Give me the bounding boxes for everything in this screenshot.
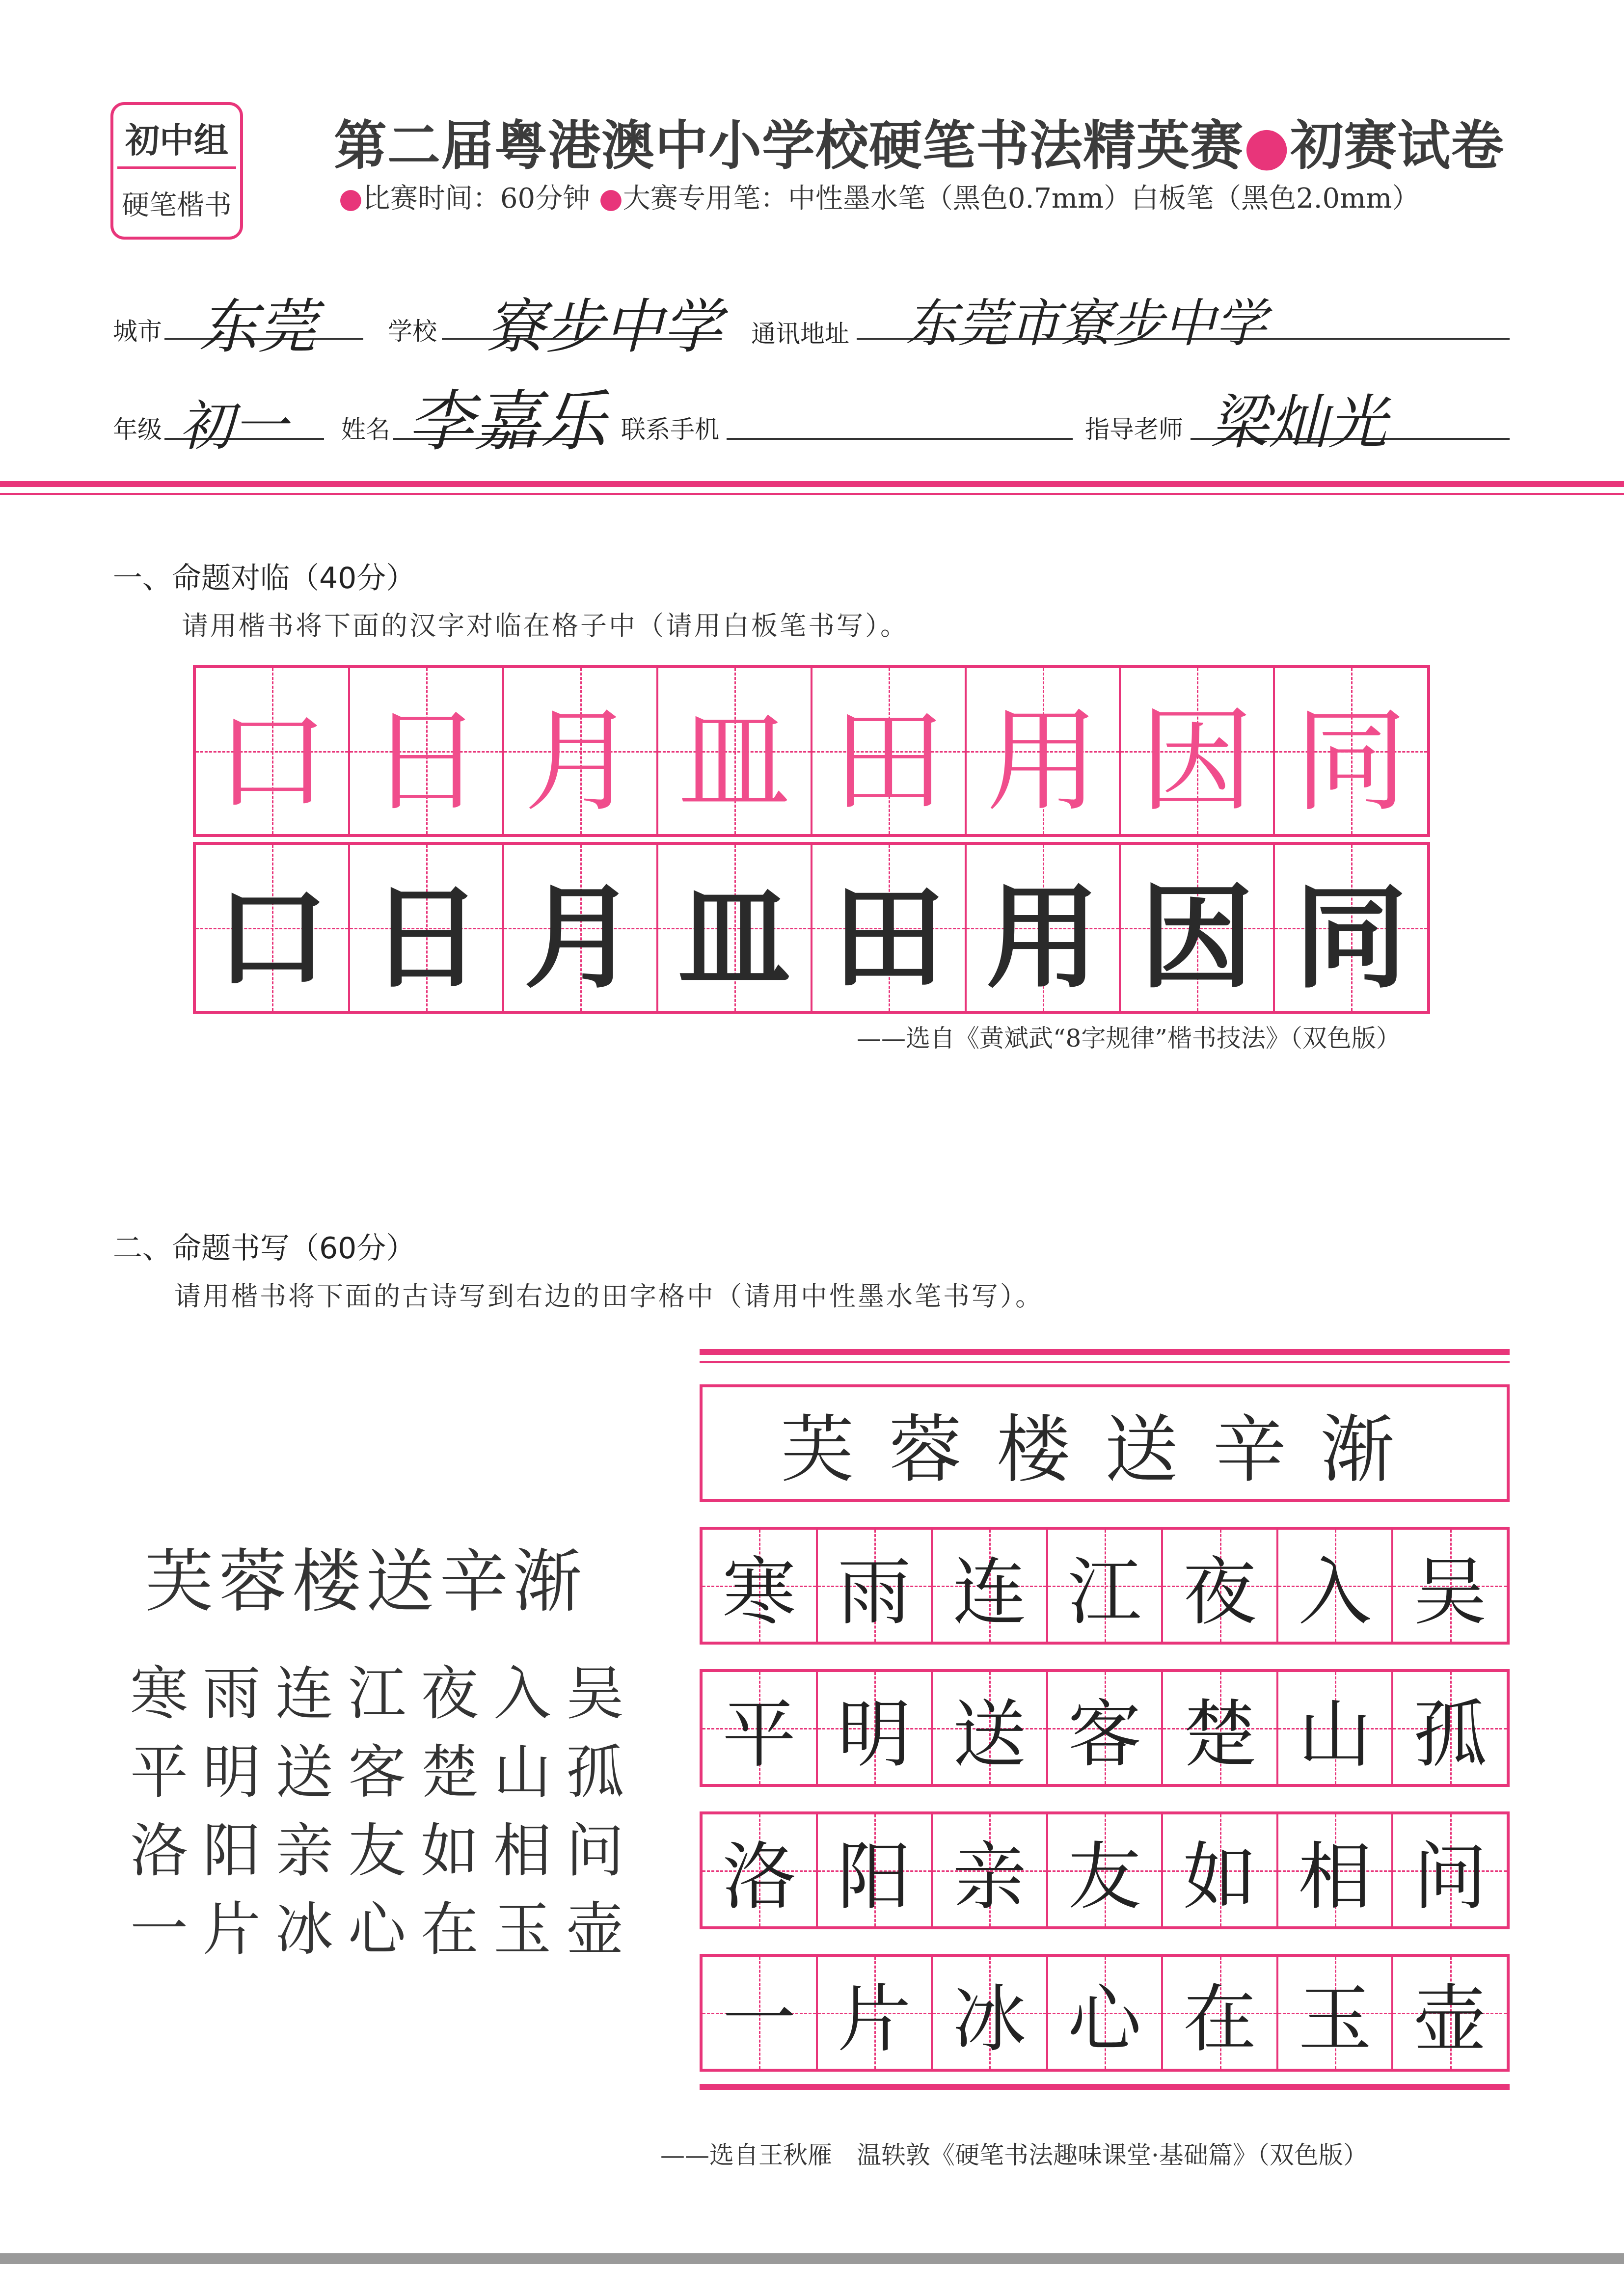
written-char: 皿: [677, 872, 791, 1004]
teacher-value: 梁灿光: [1210, 389, 1387, 457]
badge-divider: [117, 166, 236, 169]
section1-instruction: 请用楷书将下面的汉字对临在格子中（请用白板笔书写）。: [182, 610, 909, 641]
title-main: 第二届粤港澳中小学校硬笔书法精英赛: [334, 115, 1244, 177]
grade-label: 年级: [113, 415, 162, 444]
writing-cell[interactable]: [1048, 1672, 1164, 1784]
copy-cell[interactable]: [658, 845, 812, 1011]
written-char: 孤: [1413, 1692, 1487, 1778]
section1-heading: 一、命题对临（40分）: [113, 561, 416, 595]
writing-cell[interactable]: [933, 1814, 1048, 1926]
title-dot-icon: ●: [1244, 115, 1291, 177]
written-char: 江: [1068, 1550, 1142, 1635]
page-title: [334, 103, 1522, 179]
written-char: 山: [1298, 1692, 1372, 1778]
writing-cell[interactable]: [703, 1530, 818, 1642]
model-cell: [196, 668, 350, 834]
written-char: 洛: [722, 1835, 796, 1920]
written-char: 寒: [722, 1550, 796, 1635]
writing-cell[interactable]: [818, 1530, 933, 1642]
competition-info: [339, 177, 1517, 216]
city-field[interactable]: [164, 293, 363, 361]
written-char: 同: [1294, 872, 1407, 1004]
school-label: 学校: [388, 317, 437, 346]
written-char: 片: [837, 1977, 911, 2062]
written-char: 因: [1140, 872, 1253, 1004]
written-char: 阳: [837, 1835, 911, 1920]
model-char: 口: [215, 696, 328, 827]
model-cell: [350, 668, 504, 834]
model-char: 月: [523, 696, 637, 827]
written-char: 问: [1413, 1835, 1487, 1920]
written-char: 平: [722, 1692, 796, 1778]
writing-cell[interactable]: [1048, 1814, 1164, 1926]
written-title-box[interactable]: [700, 1384, 1510, 1502]
writing-cell[interactable]: [818, 1672, 933, 1784]
written-char: 明: [837, 1692, 911, 1778]
written-char: 送: [952, 1692, 1027, 1778]
header-divider-thin: [0, 493, 1624, 495]
poem-line: 平明送客楚山孤: [130, 1738, 639, 1806]
copy-char-grid[interactable]: [193, 842, 1430, 1014]
written-char: 友: [1068, 1835, 1142, 1920]
copy-cell[interactable]: [196, 845, 350, 1011]
writing-cell[interactable]: [1278, 1530, 1394, 1642]
writing-cell[interactable]: [818, 1957, 933, 2069]
phone-field[interactable]: [727, 393, 1073, 440]
scan-bottom-edge: [0, 2253, 1624, 2264]
school-value: 寮步中学: [486, 293, 722, 361]
written-char: 玉: [1298, 1977, 1372, 2062]
model-char-grid: [193, 665, 1430, 837]
copy-cell[interactable]: [504, 845, 658, 1011]
written-char: 用: [986, 872, 1099, 1004]
header-divider-thick: [0, 481, 1624, 487]
teacher-label: 指导老师: [1085, 415, 1183, 444]
pen-info: 大赛专用笔：中性墨水笔（黑色0.7mm）白板笔（黑色2.0mm）: [623, 183, 1420, 215]
model-cell: [967, 668, 1121, 834]
city-value: 东莞: [199, 293, 317, 361]
written-char: 楚: [1183, 1692, 1257, 1778]
writing-cell[interactable]: [933, 1957, 1048, 2069]
written-char: 雨: [837, 1550, 911, 1635]
copy-cell[interactable]: [967, 845, 1121, 1011]
writing-cell[interactable]: [1278, 1957, 1394, 2069]
copy-cell[interactable]: [1121, 845, 1275, 1011]
name-value: 李嘉乐: [407, 383, 606, 460]
grade-field[interactable]: [164, 393, 324, 458]
model-cell: [504, 668, 658, 834]
model-char: 因: [1140, 696, 1253, 827]
model-char: 用: [986, 696, 1099, 827]
title-suffix: 初赛试卷: [1290, 115, 1505, 177]
copy-cell[interactable]: [350, 845, 504, 1011]
writing-cell[interactable]: [703, 1814, 818, 1926]
model-char: 皿: [677, 696, 791, 827]
poem-line: 寒雨连江夜入吴: [130, 1660, 639, 1728]
writing-cell[interactable]: [1393, 1672, 1507, 1784]
school-field[interactable]: [442, 293, 722, 361]
address-field[interactable]: [857, 294, 1510, 353]
written-char: 心: [1068, 1977, 1142, 2062]
writing-area-bottom-border: [700, 2084, 1510, 2090]
name-label: 姓名: [341, 415, 390, 444]
phone-label: 联系手机: [621, 415, 719, 444]
writing-cell[interactable]: [1393, 1957, 1507, 2069]
writing-area-top-border-thin: [700, 1361, 1510, 1363]
section2-citation: ——选自王秋雁 温轶敦《硬笔书法趣味课堂·基础篇》（双色版）: [660, 2141, 1368, 2169]
name-field[interactable]: [393, 383, 606, 460]
badge-style-label: 硬笔楷书: [122, 189, 232, 221]
written-char: 相: [1298, 1835, 1372, 1920]
model-cell: [658, 668, 812, 834]
written-char: 壶: [1413, 1977, 1487, 2062]
city-label: 城市: [113, 317, 162, 346]
writing-cell[interactable]: [1163, 1672, 1278, 1784]
writing-cell[interactable]: [1163, 1814, 1278, 1926]
group-badge: [110, 102, 243, 240]
written-char: 在: [1183, 1977, 1257, 2062]
writing-cell[interactable]: [1048, 1530, 1164, 1642]
section2-heading: 二、命题书写（60分）: [113, 1231, 416, 1266]
writing-cell[interactable]: [1048, 1957, 1164, 2069]
writing-cell[interactable]: [933, 1530, 1048, 1642]
model-char: 田: [832, 696, 945, 827]
badge-group-label: 初中组: [125, 120, 228, 161]
writing-cell[interactable]: [703, 1672, 818, 1784]
writing-cell[interactable]: [1393, 1530, 1507, 1642]
written-row-1[interactable]: [700, 1527, 1510, 1645]
written-char: 连: [952, 1550, 1027, 1635]
poem-line: 一片冰心在玉壶: [130, 1895, 639, 1963]
poem-line: 洛阳亲友如相问: [130, 1817, 639, 1885]
written-char: 入: [1298, 1550, 1372, 1635]
copy-cell[interactable]: [812, 845, 967, 1011]
written-row-3[interactable]: [700, 1811, 1510, 1929]
bullet-dot-icon: ●: [339, 183, 363, 215]
time-info: 比赛时间：60分钟: [362, 183, 591, 215]
writing-cell[interactable]: [703, 1957, 818, 2069]
writing-cell[interactable]: [1163, 1530, 1278, 1642]
written-char: 夜: [1183, 1550, 1257, 1635]
model-cell: [1275, 668, 1427, 834]
model-cell: [812, 668, 967, 834]
written-char: 吴: [1413, 1550, 1487, 1635]
written-char: 日: [369, 872, 483, 1004]
writing-cell[interactable]: [1163, 1957, 1278, 2069]
written-char: 亲: [952, 1835, 1027, 1920]
written-char: 一: [722, 1977, 796, 2062]
section1-citation: ——选自《黄斌武“8字规律”楷书技法》（双色版）: [857, 1024, 1401, 1053]
address-value: 东莞市寮步中学: [906, 294, 1267, 353]
written-char: 客: [1068, 1692, 1142, 1778]
bullet-dot-icon: ●: [598, 183, 623, 215]
teacher-field[interactable]: [1191, 389, 1510, 457]
writing-cell[interactable]: [1278, 1672, 1394, 1784]
written-row-4[interactable]: [700, 1954, 1510, 2072]
poem-title: 芙蓉楼送辛渐: [145, 1542, 587, 1622]
writing-area-top-border: [700, 1349, 1510, 1355]
grade-value: 初一: [179, 395, 287, 458]
section2-instruction: 请用楷书将下面的古诗写到右边的田字格中（请用中性墨水笔书写）。: [174, 1281, 1044, 1312]
model-cell: [1121, 668, 1275, 834]
written-char: 冰: [952, 1977, 1027, 2062]
written-title: 芙蓉楼送辛渐: [780, 1407, 1429, 1493]
copy-cell[interactable]: [1275, 845, 1427, 1011]
address-label: 通讯地址: [751, 320, 849, 348]
model-char: 日: [369, 696, 483, 827]
written-char: 月: [523, 872, 637, 1004]
written-char: 口: [215, 872, 328, 1004]
writing-cell[interactable]: [933, 1672, 1048, 1784]
writing-cell[interactable]: [818, 1814, 933, 1926]
written-char: 田: [832, 872, 945, 1004]
written-row-2[interactable]: [700, 1669, 1510, 1787]
writing-cell[interactable]: [1393, 1814, 1507, 1926]
writing-cell[interactable]: [1278, 1814, 1394, 1926]
written-char: 如: [1183, 1835, 1257, 1920]
model-char: 同: [1294, 696, 1407, 827]
